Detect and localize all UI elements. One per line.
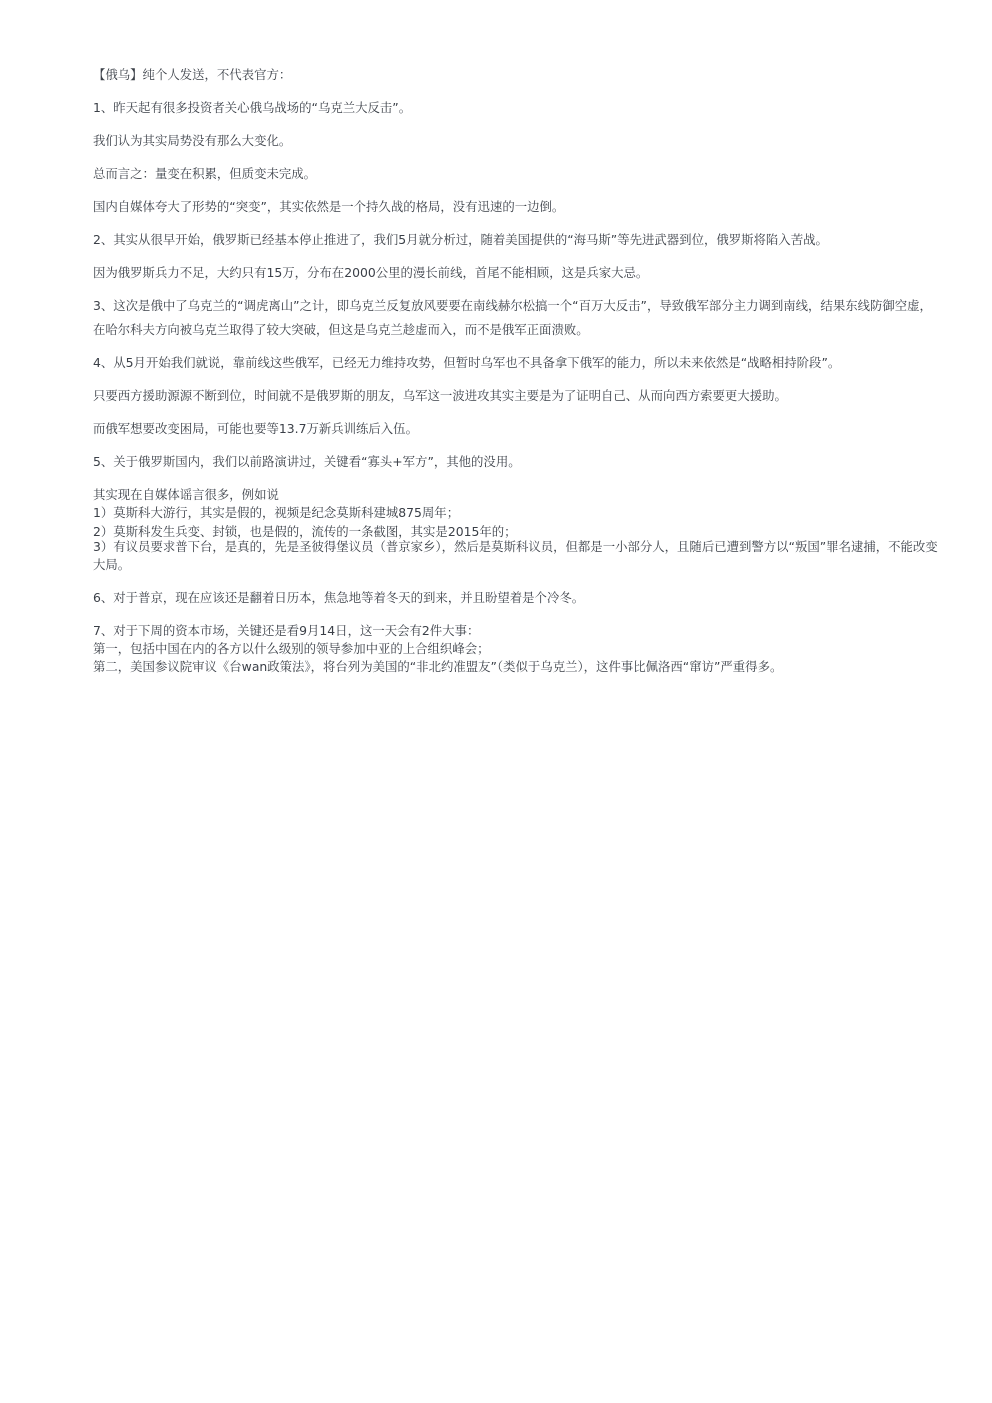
rumor-item-1: 1）莫斯科大游行，其实是假的，视频是纪念莫斯科建城875周年； [93,505,460,521]
paragraph-3: 总而言之：量变在积累，但质变未完成。 [93,166,317,181]
rumor-item-3: 3）有议员要求普下台，是真的，先是圣彼得堡议员（普京家乡），然后是莫斯科议员，但都是一小部分人，且随后已遭到警方以“叛国”罪名逮捕，不能改变大局。 [93,538,938,572]
rumors-intro: 其实现在自媒体谣言很多，例如说 [93,487,279,502]
paragraph-10: 而俄军想要改变困局，可能也要等13.7万新兵训练后入伍。 [93,421,418,436]
document-body [93,66,943,691]
document-title: 【俄乌】纯个人发送，不代表官方： [93,67,292,82]
paragraph-6: 因为俄罗斯兵力不足，大约只有15万，分布在2000公里的漫长前线，首尾不能相顾，这是兵家大忌。 [93,265,649,280]
paragraph-9: 只要西方援助源源不断到位，时间就不是俄罗斯的朋友，乌军这一波进攻其实主要是为了证明自己、从而向西方索要更大援助。 [93,388,787,403]
paragraph-putin: 6、对于普京，现在应该还是翻着日历本，焦急地等着冬天的到来，并且盼望着是个冷冬。 [93,589,585,605]
market-list [93,622,943,677]
paragraph-7: 3、这次是俄中了乌克兰的“调虎离山”之计，即乌克兰反复放风要要在南线赫尔松搞一个“百万大反击”，导致俄军部分主力调到南线，结果东线防御空虚，在哈尔科夫方向被乌克兰取得了较大突破，但这是乌克兰趁虚而入，而不是俄军正面溃败。 [93,298,932,337]
rumor-item-2: 2）莫斯科发生兵变、封锁，也是假的，流传的一条截图，其实是2015年的； [93,523,517,539]
market-item-1: 第一，包括中国在内的各方以什么级别的领导参加中亚的上合组织峰会； [93,640,490,656]
paragraph-11: 5、关于俄罗斯国内，我们以前路演讲过，关键看“寡头+军方”，其他的没用。 [93,454,521,469]
paragraph-4: 国内自媒体夸大了形势的“突变”，其实依然是一个持久战的格局，没有迅速的一边倒。 [93,199,565,214]
market-intro: 7、对于下周的资本市场，关键还是看9月14日，这一天会有2件大事： [93,622,480,638]
paragraph-8: 4、从5月开始我们就说，靠前线这些俄军，已经无力维持攻势，但暂时乌军也不具备拿下俄军的能力，所以未来依然是“战略相持阶段”。 [93,355,841,370]
rumors-list [93,486,943,574]
market-item-2: 第二，美国参议院审议《台wan政策法》，将台列为美国的“非北约准盟友”（类似于乌克兰），这件事比佩洛西“窜访”严重得多。 [93,659,783,675]
paragraph-1: 1、昨天起有很多投资者关心俄乌战场的“乌克兰大反击”。 [93,100,412,115]
paragraph-2: 我们认为其实局势没有那么大变化。 [93,133,292,148]
paragraph-5: 2、其实从很早开始，俄罗斯已经基本停止推进了，我们5月就分析过，随着美国提供的“海马斯”等先进武器到位，俄罗斯将陷入苦战。 [93,232,828,247]
